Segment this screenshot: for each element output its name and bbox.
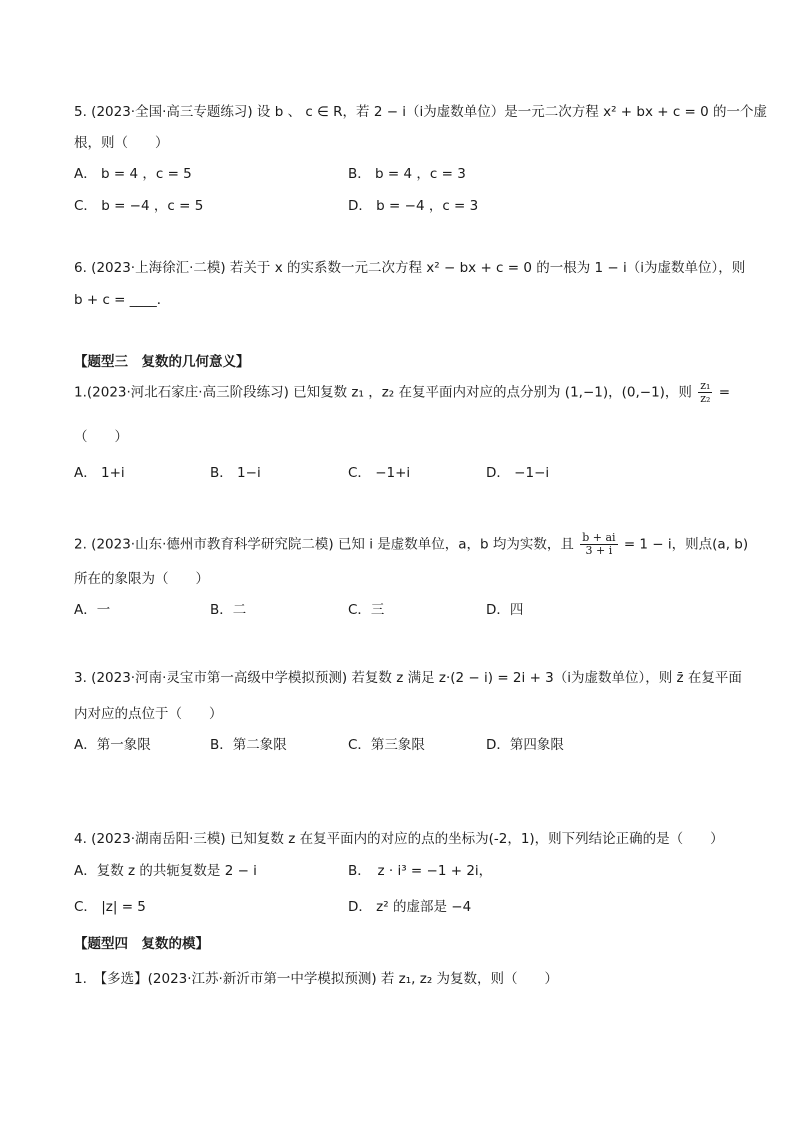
s3q1-option-a: A． 1+i <box>74 465 125 481</box>
s3q4-stem-line1: 4. (2023·湖南岳阳·三模) 已知复数 z 在复平面内的对应的点的坐标为(-2，1)，则下列结论正确的是（ ） <box>74 831 724 847</box>
s3q2-stem-line2: 所在的象限为（ ） <box>74 571 209 587</box>
s3q1-stem-line1 <box>74 380 730 405</box>
s3q1-stem-text: 1.(2023·河北石家庄·高三阶段练习) 已知复数 z₁ ，z₂ 在复平面内对应的点分别为 (1,−1)，(0,−1)，则 <box>74 384 692 401</box>
q5-stem-line1: 5. (2023·全国·高三专题练习) 设 b 、 c ∈ R，若 2 − i（i为虚数单位）是一元二次方程 x² + bx + c = 0 的一个虚 <box>74 104 768 120</box>
q5-option-c: C． b = −4 ，c = 5 <box>74 198 204 214</box>
s3q2-option-d: D．四 <box>486 602 524 618</box>
s3q4-option-a: A．复数 z 的共轭复数是 2 − i <box>74 863 257 879</box>
s3q1-option-c: C． −1+i <box>348 465 411 481</box>
s3q2-option-a: A．一 <box>74 602 111 618</box>
s3q4-option-c: C． |z| = 5 <box>74 899 146 915</box>
q5-stem-line2: 根，则（ ） <box>74 135 169 151</box>
s3q3-option-b: B．第二象限 <box>210 737 287 753</box>
s3q2-stem-line1 <box>74 532 748 557</box>
s3q3-option-d: D．第四象限 <box>486 737 564 753</box>
s3q2-fraction-denominator: 3 + i <box>585 544 613 557</box>
s3q2-fraction <box>580 532 617 557</box>
s3q1-equals: = <box>718 384 731 401</box>
s3q1-option-b: B． 1−i <box>210 465 261 481</box>
s3q4-option-d: D． z² 的虚部是 −4 <box>348 899 472 915</box>
s3q1-stem-line2: （ ） <box>74 429 128 445</box>
s3q1-fraction-denominator: z₂ <box>700 392 711 405</box>
s3q3-stem-line1: 3. (2023·河南·灵宝市第一高级中学模拟预测) 若复数 z 满足 z·(2 − i) = 2i + 3（i为虚数单位），则 z̄ 在复平面 <box>74 670 742 686</box>
s3q2-stem-text: 2. (2023·山东·德州市教育科学研究院二模) 已知 i 是虚数单位，a，b 均为实数，且 <box>74 536 574 553</box>
s4q1-stem-line1: 1. 【多选】(2023·江苏·新沂市第一中学模拟预测) 若 z₁, z₂ 为复数，则（ ） <box>74 971 559 987</box>
s3q1-option-d: D． −1−i <box>486 465 550 481</box>
s3q3-option-a: A．第一象限 <box>74 737 151 753</box>
s3q2-fraction-numerator: b + ai <box>582 531 616 544</box>
q5-option-a: A． b = 4 ，c = 5 <box>74 166 192 182</box>
section-four-heading: 【题型四 复数的模】 <box>74 936 209 952</box>
section-three-heading: 【题型三 复数的几何意义】 <box>74 354 250 370</box>
q6-stem-line2: b + c = ____． <box>74 292 171 308</box>
s3q4-option-b: B． z · i³ = −1 + 2i， <box>348 863 493 879</box>
s3q2-stem-tail: = 1 − i，则点(a, b) <box>623 536 749 553</box>
s3q2-option-b: B．二 <box>210 602 247 618</box>
q5-option-d: D． b = −4 ，c = 3 <box>348 198 479 214</box>
s3q2-option-c: C．三 <box>348 602 385 618</box>
s3q3-option-c: C．第三象限 <box>348 737 425 753</box>
q6-stem-line1: 6. (2023·上海徐汇·二模) 若关于 x 的实系数一元二次方程 x² − bx + c = 0 的一根为 1 − i（i为虚数单位），则 <box>74 260 746 276</box>
s3q1-fraction-numerator: z₁ <box>700 379 711 392</box>
s3q1-fraction <box>698 380 712 405</box>
s3q3-stem-line2: 内对应的点位于（ ） <box>74 706 223 722</box>
q5-option-b: B． b = 4 ，c = 3 <box>348 166 466 182</box>
